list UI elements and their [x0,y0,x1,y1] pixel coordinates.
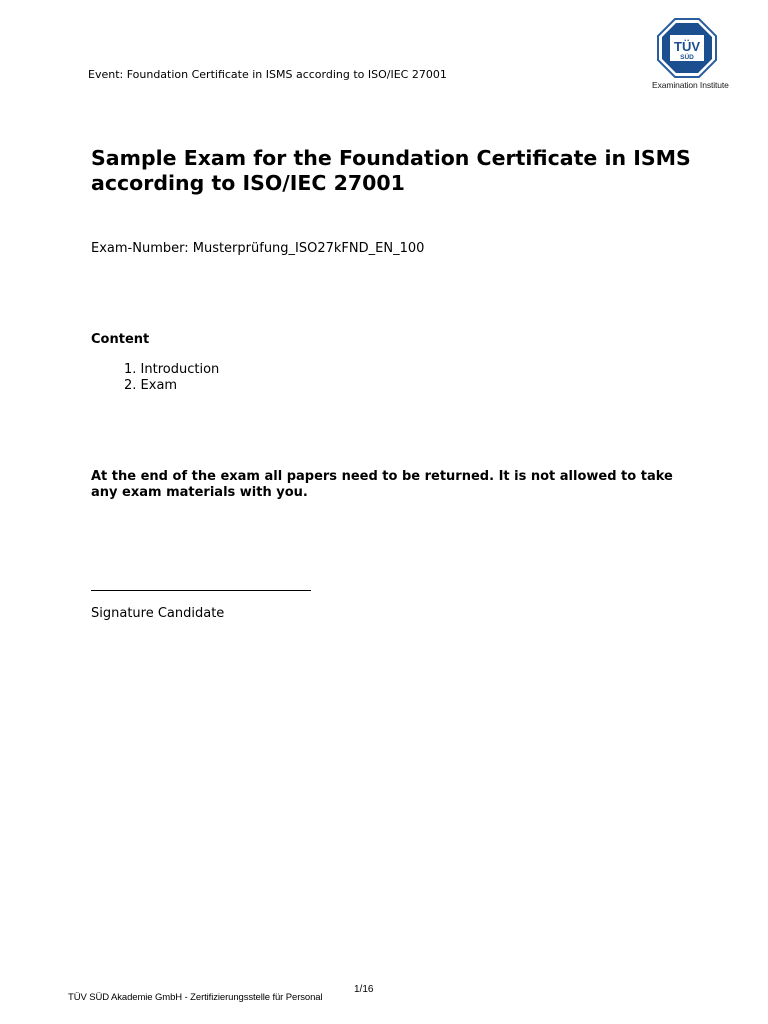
page-title: Sample Exam for the Foundation Certificate in ISMS according to ISO/IEC 27001 [91,146,691,195]
toc-label: Introduction [140,362,220,377]
return-papers-notice: At the end of the exam all papers need to be returned. It is not allowed to take any exam materials with you. [91,469,673,500]
logo-text-bottom: SÜD [680,54,694,61]
exam-number: Exam-Number: Musterprüfung_ISO27kFND_EN_100 [91,241,425,256]
toc-number: 2. [124,378,137,393]
content-heading: Content [91,332,150,347]
tuv-sud-logo [652,18,729,90]
logo-caption: Examination Institute [652,80,729,90]
toc-item-exam [124,378,219,394]
footer-company: TÜV SÜD Akademie GmbH - Zertifizierungsstelle für Personal [68,992,323,1003]
event-header: Event: Foundation Certificate in ISMS according to ISO/IEC 27001 [88,68,447,81]
toc-number: 1. [124,362,137,377]
toc-item-introduction [124,362,219,378]
signature-line [91,590,311,591]
tuv-sud-octagon-icon [657,18,717,78]
page-number: 1/16 [354,984,374,995]
logo-text-top: TÜV [674,39,700,54]
table-of-contents [124,362,219,394]
toc-label: Exam [140,378,178,393]
signature-label: Signature Candidate [91,606,225,621]
